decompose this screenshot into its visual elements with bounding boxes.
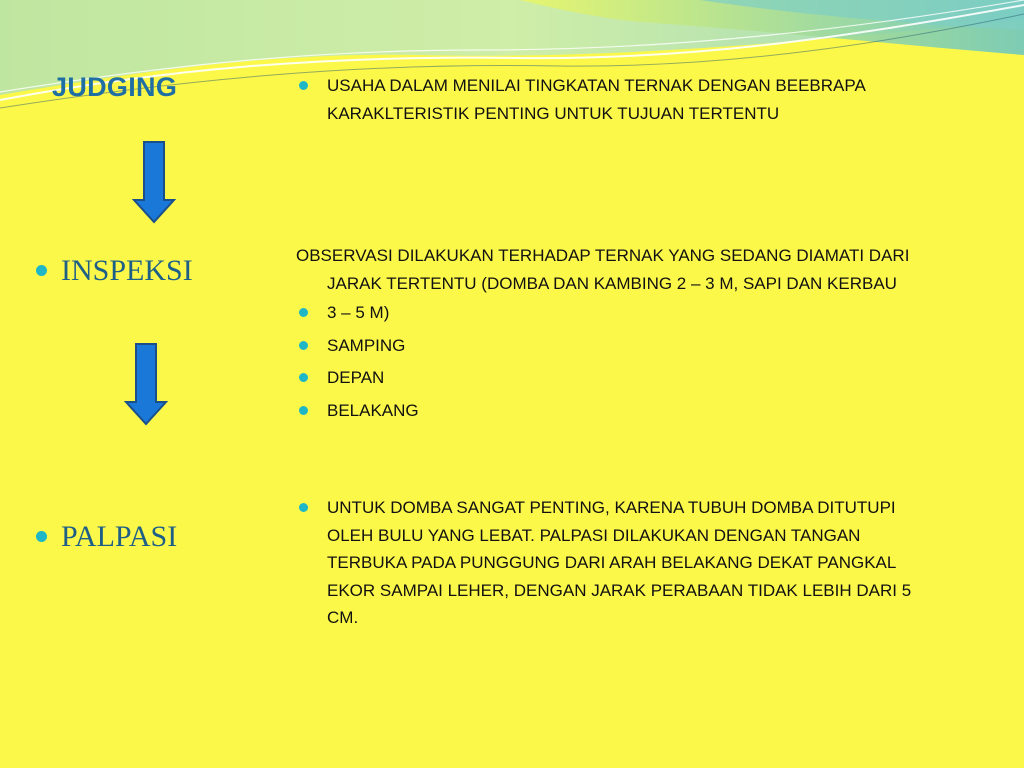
palpasi-description xyxy=(296,494,926,632)
bullet-dot-icon xyxy=(36,265,47,276)
judging-title: JUDGING xyxy=(52,72,178,102)
bullet-dot-icon xyxy=(36,531,47,542)
bullet-dot-icon xyxy=(299,373,308,382)
list-item: BELAKANG xyxy=(296,401,926,421)
bullet-dot-icon xyxy=(299,341,308,350)
bullet-dot-icon xyxy=(299,503,308,512)
list-item: 3 – 5 M) xyxy=(296,303,926,323)
left-item-palpasi xyxy=(36,520,177,554)
inspeksi-description xyxy=(296,242,926,433)
bullet-dot-icon xyxy=(299,81,308,90)
bullet-dot-icon xyxy=(299,308,308,317)
left-item-inspeksi xyxy=(36,254,193,288)
down-arrow-icon xyxy=(132,140,176,224)
list-item: DEPAN xyxy=(296,368,926,388)
palpasi-label: PALPASI xyxy=(61,520,178,553)
bullet-dot-icon xyxy=(299,406,308,415)
judging-definition xyxy=(296,72,926,127)
list-item: USAHA DALAM MENILAI TINGKATAN TERNAK DENGAN BEEBRAPA KARAKLTERISTIK PENTING UNTUK TUJUAN TERTENTU xyxy=(296,72,926,127)
list-item: UNTUK DOMBA SANGAT PENTING, KARENA TUBUH DOMBA DITUTUPI OLEH BULU YANG LEBAT. PALPASI DILAKUKAN DENGAN TANGAN TERBUKA PADA PUNGGUNG DARI ARAH BELAKANG DEKAT PANGKAL EKOR SAMPAI LEHER, DENGAN JARAK PERABAAN TIDAK LEBIH DARI 5 CM. xyxy=(296,494,926,632)
inspeksi-label: INSPEKSI xyxy=(61,254,193,287)
down-arrow-icon xyxy=(124,342,168,426)
inspeksi-paragraph: OBSERVASI DILAKUKAN TERHADAP TERNAK YANG SEDANG DIAMATI DARI JARAK TERTENTU (DOMBA DAN KAMBING 2 – 3 M, SAPI DAN KERBAU xyxy=(296,246,910,293)
list-item: SAMPING xyxy=(296,336,926,356)
